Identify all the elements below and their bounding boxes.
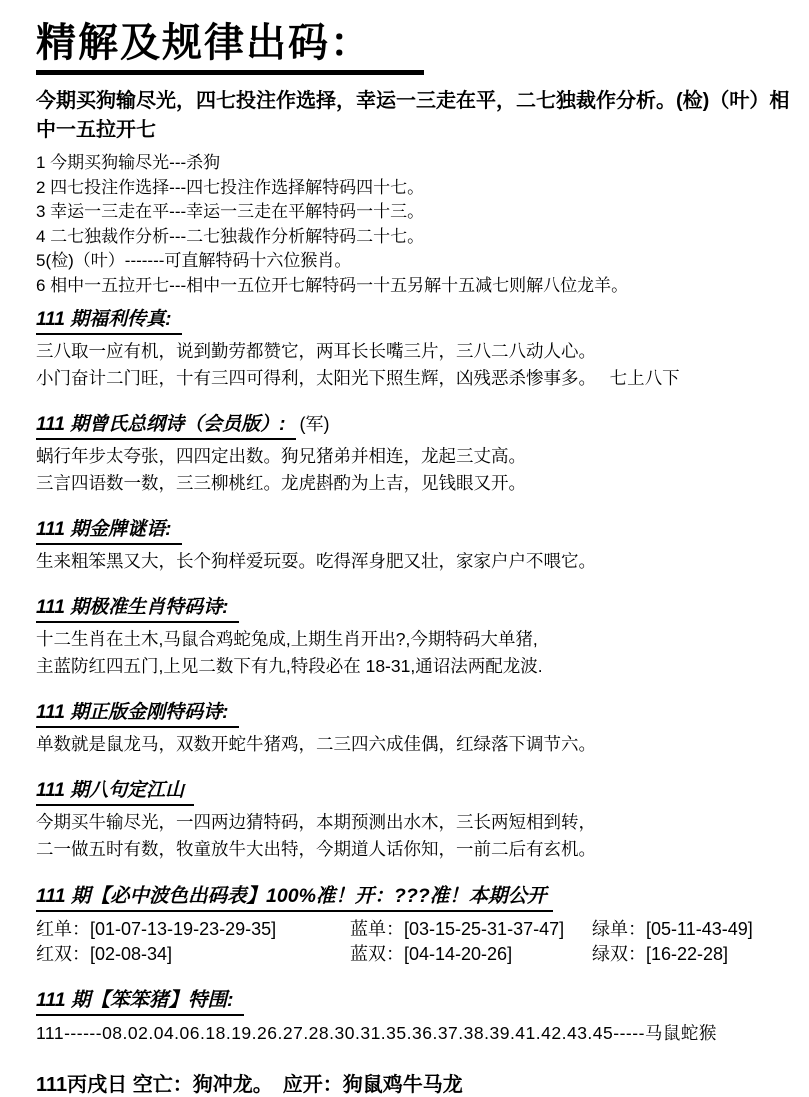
- wave-row-single: [36, 917, 791, 942]
- wave-cell-green-single: [592, 917, 791, 942]
- section-wave-color-table: [36, 880, 791, 967]
- wave-values: [16-22-28]: [646, 944, 729, 964]
- section-heading: 111 期八句定江山: [36, 775, 194, 806]
- section-heading: 111 期金牌谜语:: [36, 514, 182, 545]
- heading-suffix: (军): [299, 414, 330, 434]
- rule-line: 1 今期买狗输尽光---杀狗: [36, 153, 221, 172]
- rule-line: 2 四七投注作选择---四七投注作选择解特码四十七。: [36, 177, 425, 197]
- wave-label: 红单：: [36, 919, 90, 939]
- section-heading: 111 期福利传真:: [36, 304, 182, 335]
- section-line: 今期买牛输尽光，一四两边猜特码，本期预测出水木，三长两短相到转，: [36, 812, 596, 832]
- wave-values: [03-15-25-31-37-47]: [404, 919, 565, 939]
- wave-row-double: [36, 942, 791, 967]
- wave-label: 红双：: [36, 944, 90, 964]
- section-welfare-fax: [36, 304, 791, 392]
- wave-cell-red-single: [36, 917, 350, 942]
- section-line: 十二生肖在土木,马鼠合鸡蛇兔成,上期生肖开出?,今期特码大单猪,: [36, 629, 538, 649]
- section-line: 单数就是鼠龙马，双数开蛇牛猪鸡，二三四六成佳偶，红绿落下调节六。: [36, 734, 596, 754]
- intro-paragraph: 今期买狗输尽光，四七投注作选择，幸运一三走在平，二七独裁作分析。(检)（叶）相中一五拉开七: [36, 90, 790, 141]
- pig-special-heading: 111 期【笨笨猪】特围:: [36, 984, 244, 1016]
- section-heading: 111 期极准生肖特码诗:: [36, 592, 239, 623]
- page-title: 精解及规律出码：: [36, 22, 424, 75]
- section-pig-special-enclosure: [36, 984, 791, 1046]
- wave-values: [05-11-43-49]: [646, 919, 753, 939]
- wave-table-heading: 111 期【必中波色出码表】100%准！开：???准！本期公开: [36, 880, 553, 912]
- section-line: 三八取一应有机，说到勤劳都赞它，两耳长长嘴三片，三八二八动人心。: [36, 341, 596, 361]
- section-kingkong-code-poem: [36, 697, 791, 758]
- wave-cell-blue-double: [350, 942, 592, 967]
- wave-values: [02-08-34]: [90, 944, 173, 964]
- section-eight-line-verse: [36, 775, 791, 863]
- title-row: [36, 22, 791, 87]
- section-zeng-master-poem: [36, 409, 791, 497]
- wave-label: 绿单：: [592, 919, 646, 939]
- rule-line: 3 幸运一三走在平---幸运一三走在平解特码一十三。: [36, 202, 425, 221]
- wave-label: 蓝双：: [350, 944, 404, 964]
- wave-label: 绿双：: [592, 944, 646, 964]
- wave-cell-green-double: [592, 942, 791, 967]
- rules-list: [36, 151, 791, 298]
- section-line: 蜗行年步太夸张，四四定出数。狗兄猪弟并相连，龙起三丈高。: [36, 446, 526, 466]
- section-gold-medal-riddle: [36, 514, 791, 575]
- wave-cell-red-double: [36, 942, 350, 967]
- rule-line: 6 相中一五拉开七---相中一五位开七解特码一十五另解十五减七则解八位龙羊。: [36, 275, 629, 295]
- wave-cell-blue-single: [350, 917, 592, 942]
- section-line: 小门奋计二门旺，十有三四可得利，太阳光下照生辉，凶残恶杀惨事多。 七上八下: [36, 368, 680, 388]
- pig-special-numbers: 111------08.02.04.06.18.19.26.27.28.30.31.35.36.37.38.39.41.42.43.45-----马鼠蛇猴: [36, 1023, 717, 1043]
- footer-line: 111丙戌日 空亡：狗冲龙。 应开：狗鼠鸡牛马龙: [36, 1074, 463, 1096]
- wave-label: 蓝单：: [350, 919, 404, 939]
- wave-values: [04-14-20-26]: [404, 944, 513, 964]
- section-heading: 111 期正版金刚特码诗:: [36, 697, 239, 728]
- wave-values: [01-07-13-19-23-29-35]: [90, 919, 277, 939]
- rule-line: 4 二七独裁作分析---二七独裁作分析解特码二十七。: [36, 226, 425, 246]
- section-zodiac-code-poem: [36, 592, 791, 680]
- rule-line: 5(检)（叶）-------可直解特码十六位猴肖。: [36, 251, 352, 270]
- section-line: 三言四语数一数，三三柳桃红。龙虎斟酌为上吉，见钱眼又开。: [36, 473, 526, 493]
- section-line: 生来粗笨黑又大，长个狗样爱玩耍。吃得浑身肥又壮，家家户户不喂它。: [36, 551, 596, 571]
- section-line: 二一做五时有数，牧童放牛大出特，今期道人话你知，一前二后有玄机。: [36, 839, 596, 859]
- section-heading: 111 期曾氏总纲诗（会员版）:: [36, 409, 296, 440]
- section-line: 主蓝防红四五门,上见二数下有九,特段必在 18-31,通诏法两配龙波.: [36, 656, 543, 676]
